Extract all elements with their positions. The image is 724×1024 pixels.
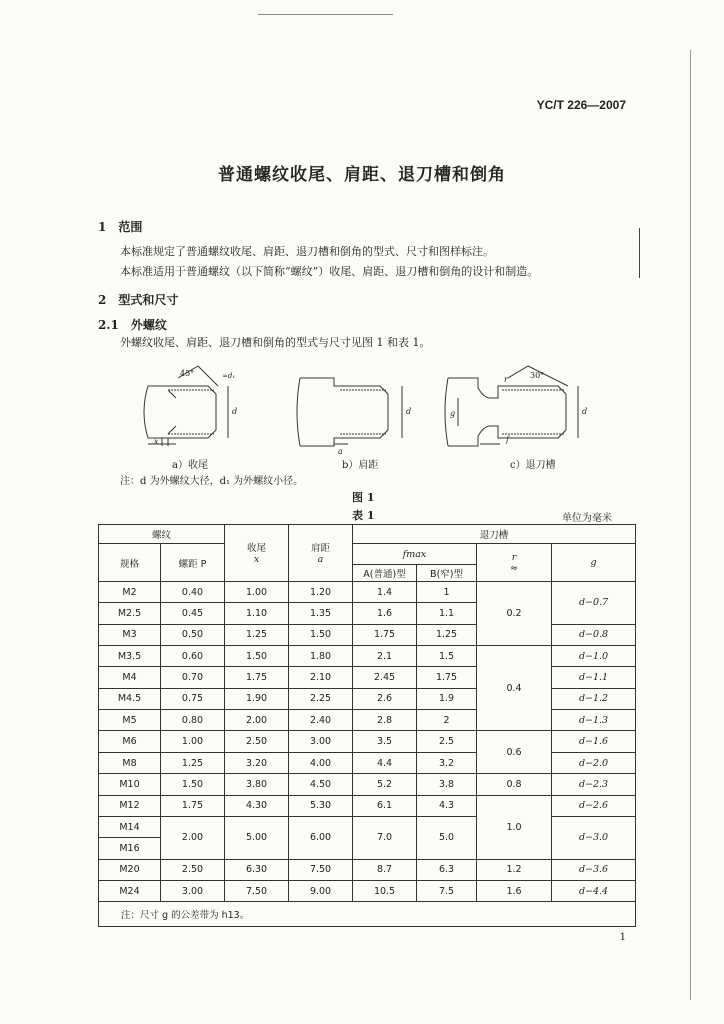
section-1-heading: 1 范围 [98,220,143,234]
angle-c-label: 30° [530,371,545,380]
dim-d1-label: ≈d₁ [222,372,236,380]
g-cell: d−1.0 [552,646,636,667]
header-pitch: 螺距 P [161,544,225,582]
table-row: M24 3.00 7.50 9.00 10.5 7.5 1.6 d−4.4 [99,881,636,902]
g-cell: d−1.1 [552,667,636,688]
document-title: 普通螺纹收尾、肩距、退刀槽和倒角 [218,165,506,185]
section-1-paragraph-1: 本标准规定了普通螺纹收尾、肩距、退刀槽和倒角的型式、尺寸和图样标注。 [120,245,494,258]
g-cell: d−1.2 [552,688,636,709]
table-row: M5 0.80 2.00 2.40 2.8 2 d−1.3 [99,710,636,731]
table-row: M3.5 0.60 1.50 1.80 2.1 1.5 0.4 d−1.0 [99,646,636,667]
r-cell: 1.2 [477,859,552,880]
dim-f-label: f [506,435,509,444]
section-1-paragraph-2: 本标准适用于普通螺纹（以下简称“螺纹”）收尾、肩距、退刀槽和倒角的设计和制造。 [120,265,539,278]
r-cell: 0.6 [477,731,552,774]
g-cell: d−2.0 [552,752,636,773]
standard-number: YC/T 226—2007 [536,98,626,112]
header-spec: 规格 [99,544,161,582]
table-row: M12 1.75 4.30 5.30 6.1 4.3 1.0 d−2.6 [99,795,636,816]
g-cell: d−2.6 [552,795,636,816]
table-caption: 表 1 [352,509,375,522]
bolt-c-break [445,378,448,446]
header-g: g [552,544,636,582]
table-row: M14 2.00 5.00 6.00 7.0 5.0 d−3.0 [99,816,636,837]
table-note: 注：尺寸 g 的公差带为 h13。 [99,902,636,927]
table-row: M20 2.50 6.30 7.50 8.7 6.3 1.2 d−3.6 [99,859,636,880]
table-row: M16 [99,838,636,859]
bolt-b-outline [300,378,388,446]
table-row: M3 0.50 1.25 1.50 1.75 1.25 d−0.8 [99,624,636,645]
header-type-b: B(窄)型 [417,564,477,581]
r-cell: 0.2 [477,581,552,645]
table-row: M6 1.00 2.50 3.00 3.5 2.5 0.6 d−1.6 [99,731,636,752]
r-cell: 1.0 [477,795,552,859]
figure-1 [118,358,598,468]
header-shoulder: 肩距 a [289,525,353,582]
table-row: M4 0.70 1.75 2.10 2.45 1.75 d−1.1 [99,667,636,688]
dim-d-label-b: d [406,407,412,416]
dim-d-label-c: d [582,407,588,416]
g-cell: d−2.3 [552,774,636,795]
angle-a-label: 45° [180,369,195,378]
r-cell: 0.4 [477,646,552,731]
section-2-heading: 2 型式和尺寸 [98,293,179,307]
header-fmax: fmax [353,544,477,564]
g-cell: d−3.0 [552,816,636,859]
figure-1c-label: c）退刀槽 [510,460,556,471]
header-undercut: 退刀槽 [353,525,636,544]
header-r: r ≈ [477,544,552,582]
table-row: M2.5 0.45 1.10 1.35 1.6 1.1 [99,603,636,624]
g-cell: d−3.6 [552,859,636,880]
dim-r-label: r [504,375,508,384]
g-cell: d−1.3 [552,710,636,731]
dim-a-label: a [338,447,343,456]
table-row: M4.5 0.75 1.90 2.25 2.6 1.9 d−1.2 [99,688,636,709]
figure-caption: 图 1 [352,491,375,504]
header-type-a: A(普通)型 [353,564,417,581]
header-thread: 螺纹 [99,525,225,544]
figure-1-drawing [118,358,598,468]
header-runout: 收尾 x [225,525,289,582]
dim-d-label-a: d [232,407,238,416]
table-row: M8 1.25 3.20 4.00 4.4 3.2 d−2.0 [99,752,636,773]
scan-mark-top [258,14,393,15]
figure-1a-label: a）收尾 [172,460,208,471]
g-cell: d−0.8 [552,624,636,645]
bolt-a-break [144,386,148,438]
dim-x-label: x [154,437,159,446]
figure-note: 注：d 为外螺纹大径，d₁ 为外螺纹小径。 [120,476,304,487]
r-cell: 1.6 [477,881,552,902]
table-row: M2 0.40 1.00 1.20 1.4 1 0.2 d−0.7 [99,581,636,602]
right-edge-line [690,50,691,1000]
margin-line [639,228,640,278]
section-2-1-heading: 2.1 外螺纹 [98,318,167,332]
section-2-1-paragraph: 外螺纹收尾、肩距、退刀槽和倒角的型式与尺寸见图 1 和表 1。 [120,336,431,349]
table-1 [98,524,636,927]
bolt-b-break [297,378,300,446]
r-cell: 0.8 [477,774,552,795]
g-cell: d−0.7 [552,581,636,624]
table-row: M10 1.50 3.80 4.50 5.2 3.8 0.8 d−2.3 [99,774,636,795]
table-unit: 单位为毫米 [562,513,612,524]
g-cell: d−1.6 [552,731,636,752]
dim-g-label: g [450,409,456,418]
g-cell: d−4.4 [552,881,636,902]
bolt-a-outline [148,386,216,438]
figure-1b-label: b）肩距 [342,460,379,471]
page-number: 1 [619,932,626,943]
table-note-row [99,902,636,927]
